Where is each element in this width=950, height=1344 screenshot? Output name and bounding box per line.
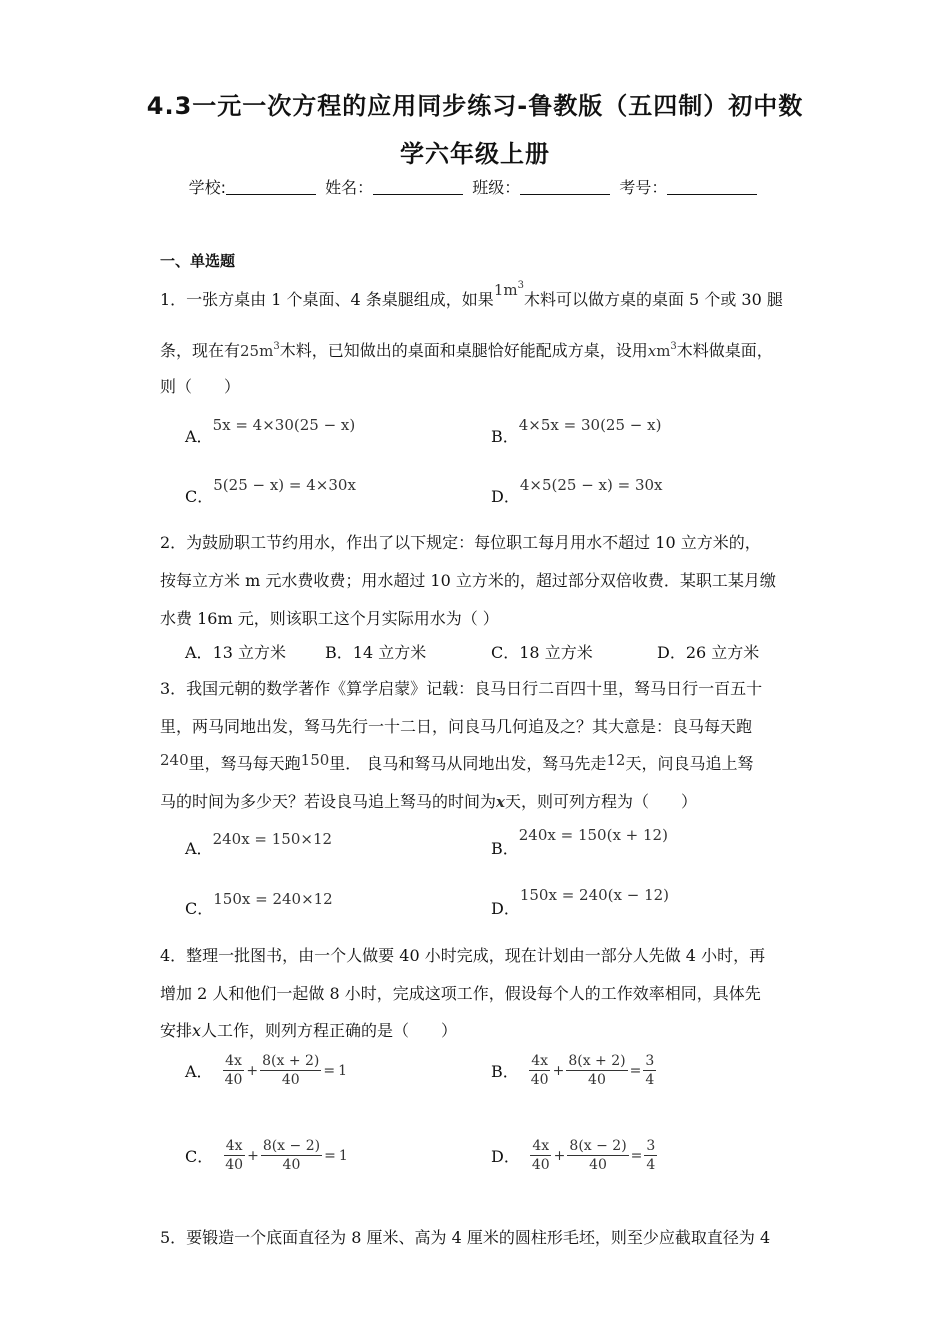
id-label: 考号：	[619, 178, 668, 197]
q4-line2: 增加 2 人和他们一起做 8 小时，完成这项工作，假设每个人的工作效率相同，具体先	[160, 984, 761, 1003]
q1-option-a[interactable]: A．5x = 4×30(25 − x)	[185, 416, 356, 446]
q3-line2: 里，两马同地出发，驽马先行一十二日，问良马几何追及之？其大意是：良马每天跑	[160, 717, 753, 736]
page-title-line2: 学六年级上册	[400, 140, 550, 168]
q2-option-b[interactable]: B．14 立方米	[325, 643, 427, 662]
school-label: 学校:	[188, 178, 227, 197]
q3-option-c[interactable]: C．150x = 240×12	[185, 890, 333, 918]
q2-line2: 按每立方米 m 元水费收费；用水超过 10 立方米的，超过部分双倍收费．某职工某月缴	[160, 571, 776, 590]
q2-option-a[interactable]: A．13 立方米	[185, 643, 287, 662]
q1-line2: 条，现在有$25m^3$木料，已知做出的桌面和桌腿恰好能配成方桌，设用$xm^3$木料做桌面，	[160, 341, 773, 360]
q4-option-b[interactable]: B． $\frac{4x}{40}$ + $\frac{8(x + 2)}{40}$ = $\frac{3}{4}$	[491, 1053, 655, 1088]
q4-option-d[interactable]: D． $\frac{4x}{40}$ + $\frac{8(x - 2)}{40}$ = $\frac{3}{4}$	[491, 1138, 656, 1173]
q1-option-c[interactable]: C．5(25 − x) = 4×30x	[185, 476, 356, 506]
class-label: 班级：	[472, 178, 521, 197]
q3-option-b[interactable]: B．240x = 150(x + 12)	[491, 826, 668, 858]
q1-line3: 则（ ）	[160, 377, 241, 396]
name-label: 姓名：	[325, 178, 374, 197]
page-title-line1: 4.3一元一次方程的应用同步练习-鲁教版（五四制）初中数	[146, 92, 804, 120]
school-blank[interactable]	[226, 180, 316, 195]
student-info-row	[0, 175, 950, 198]
class-blank[interactable]	[520, 180, 610, 195]
section-heading: 一、单选题	[160, 252, 236, 270]
q4-option-a[interactable]: A． $\frac{4x}{40}$ + $\frac{8(x + 2)}{40}$ = 1	[185, 1053, 348, 1088]
q3-option-d[interactable]: D．150x = 240(x − 12)	[491, 886, 670, 918]
q2-line3: 水费 16m 元，则该职工这个月实际用水为（ ）	[160, 609, 499, 628]
q2-option-c[interactable]: C．18 立方米	[491, 643, 593, 662]
q3-line4: 马的时间为多少天？若设良马追上驽马的时间为x天，则可列方程为（ ）	[160, 792, 697, 811]
q5-line1: 5．要锻造一个底面直径为 8 厘米、高为 4 厘米的圆柱形毛坯，则至少应截取直径为 4	[160, 1228, 771, 1247]
q4-option-c[interactable]: C． $\frac{4x}{40}$ + $\frac{8(x - 2)}{40}$ = 1	[185, 1138, 348, 1173]
q2-line1: 2．为鼓励职工节约用水，作出了以下规定：每位职工每月用水不超过 10 立方米的，	[160, 533, 761, 552]
q4-line1: 4．整理一批图书，由一个人做要 40 小时完成，现在计划由一部分人先做 4 小时，再	[160, 946, 766, 965]
q1-line1: 1．一张方桌由 1 个桌面、4 条桌腿组成，如果$1m^3$木料可以做方桌的桌面 5 个或 30 腿	[160, 280, 783, 309]
q3-line1: 3．我国元朝的数学著作《算学启蒙》记载：良马日行二百四十里，驽马日行一百五十	[160, 679, 763, 698]
name-blank[interactable]	[373, 180, 463, 195]
q3-option-a[interactable]: A．240x = 150×12	[185, 830, 333, 858]
q4-line3: 安排x人工作，则列方程正确的是（ ）	[160, 1021, 458, 1040]
id-blank[interactable]	[667, 180, 757, 195]
q1-option-d[interactable]: D．4×5(25 − x) = 30x	[491, 476, 663, 506]
q2-option-d[interactable]: D．26 立方米	[657, 643, 760, 662]
q1-option-b[interactable]: B．4×5x = 30(25 − x)	[491, 416, 662, 446]
q3-line3: 240里，驽马每天跑150里． 良马和驽马从同地出发，驽马先走12天，问良马追上驽	[160, 751, 754, 773]
